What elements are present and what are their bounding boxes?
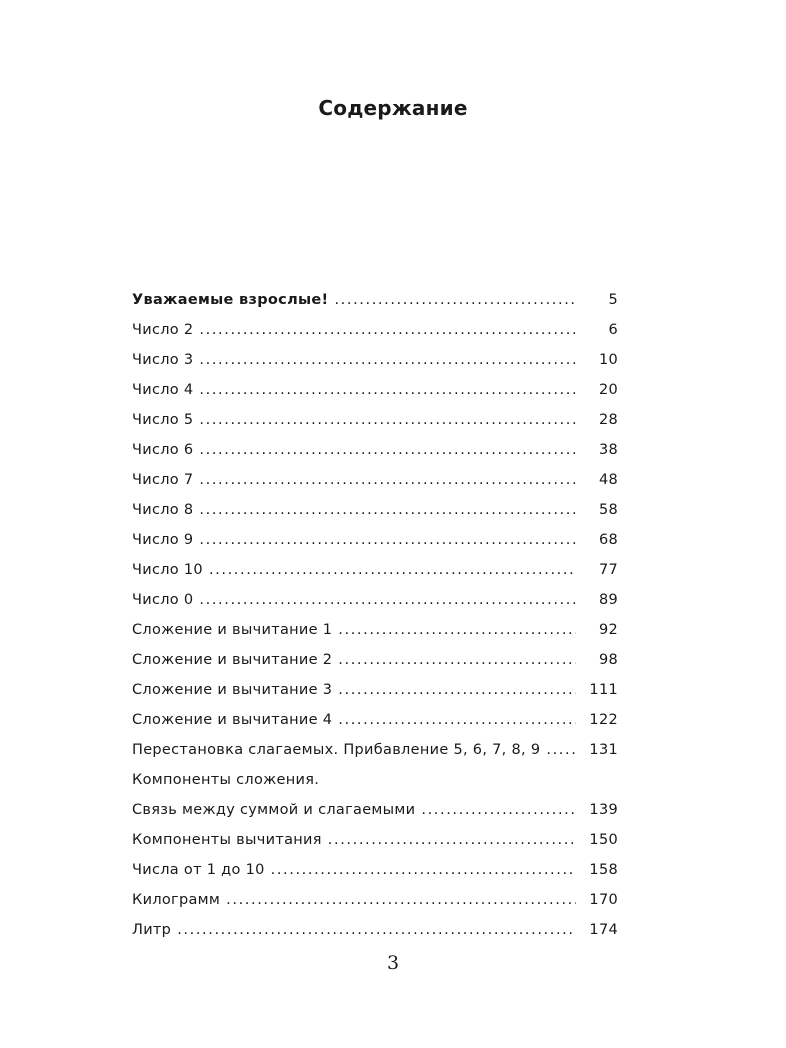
toc-entry-label: Число 6 bbox=[132, 442, 194, 458]
toc-entry-page: 98 bbox=[598, 652, 618, 668]
toc-entry-page: 6 bbox=[608, 322, 618, 338]
toc-leader-dots bbox=[177, 915, 576, 945]
toc-entry-label: Число 4 bbox=[132, 382, 194, 398]
toc-leader-dots bbox=[226, 885, 576, 915]
toc-entry[interactable] bbox=[132, 495, 618, 525]
toc-leader-dots bbox=[338, 705, 576, 735]
toc-entry-page: 131 bbox=[589, 742, 618, 758]
toc-entry-label-line1: Компоненты сложения. bbox=[132, 772, 320, 788]
toc-entry-label: Связь между суммой и слагаемыми bbox=[132, 802, 416, 818]
toc-entry-label: Числа от 1 до 10 bbox=[132, 862, 265, 878]
toc-entry[interactable] bbox=[132, 345, 618, 375]
toc-leader-dots bbox=[199, 525, 576, 555]
toc-entry[interactable] bbox=[132, 405, 618, 435]
toc-entry-label: Число 0 bbox=[132, 592, 194, 608]
toc-entry-page: 111 bbox=[589, 682, 618, 698]
toc-entry[interactable] bbox=[132, 885, 618, 915]
toc-entry-label: Число 5 bbox=[132, 412, 194, 428]
toc-entry-page: 158 bbox=[589, 862, 618, 878]
toc-entry-label: Килограмм bbox=[132, 892, 221, 908]
toc-entry[interactable] bbox=[132, 675, 618, 705]
toc-entry-page: 20 bbox=[598, 382, 618, 398]
toc-entry-page: 77 bbox=[598, 562, 618, 578]
toc-entry-page: 48 bbox=[598, 472, 618, 488]
toc-entry-page: 68 bbox=[598, 532, 618, 548]
toc-entry-label: Сложение и вычитание 1 bbox=[132, 622, 333, 638]
toc-entry-page: 89 bbox=[598, 592, 618, 608]
toc-entry-page: 122 bbox=[589, 712, 618, 728]
toc-leader-dots bbox=[209, 555, 576, 585]
page-title: Содержание bbox=[318, 96, 468, 120]
toc-leader-dots bbox=[338, 645, 576, 675]
toc-leader-dots bbox=[338, 675, 576, 705]
toc-entry-page: 92 bbox=[598, 622, 618, 638]
toc-entry-page: 170 bbox=[589, 892, 618, 908]
toc-leader-dots bbox=[334, 285, 576, 315]
toc-entry-page: 38 bbox=[598, 442, 618, 458]
toc-leader-dots bbox=[338, 615, 576, 645]
toc-entry-label: Число 2 bbox=[132, 322, 194, 338]
toc-entry-label: Сложение и вычитание 4 bbox=[132, 712, 333, 728]
toc-entry[interactable] bbox=[132, 525, 618, 555]
toc-entry-label: Число 3 bbox=[132, 352, 194, 368]
toc-entry[interactable] bbox=[132, 435, 618, 465]
toc-leader-dots bbox=[271, 855, 576, 885]
toc-leader-dots bbox=[199, 375, 576, 405]
toc-entry[interactable] bbox=[132, 645, 618, 675]
toc-leader-dots bbox=[328, 825, 576, 855]
toc-entry-page: 174 bbox=[589, 922, 618, 938]
toc-entry-label: Число 10 bbox=[132, 562, 203, 578]
toc-entry[interactable] bbox=[132, 285, 618, 315]
toc-entry[interactable] bbox=[132, 855, 618, 885]
toc-entry[interactable] bbox=[132, 765, 618, 825]
toc-entry-label: Сложение и вычитание 2 bbox=[132, 652, 333, 668]
toc-entry[interactable] bbox=[132, 375, 618, 405]
toc-entry[interactable] bbox=[132, 315, 618, 345]
toc-entry[interactable] bbox=[132, 735, 618, 765]
toc-entry[interactable] bbox=[132, 825, 618, 855]
toc-entry-label: Число 7 bbox=[132, 472, 194, 488]
page-number: 3 bbox=[386, 952, 400, 974]
table-of-contents bbox=[132, 285, 618, 945]
toc-entry-label: Уважаемые взрослые! bbox=[132, 292, 329, 308]
toc-entry-page: 28 bbox=[598, 412, 618, 428]
toc-leader-dots bbox=[546, 735, 576, 765]
toc-entry[interactable] bbox=[132, 465, 618, 495]
toc-leader-dots bbox=[421, 795, 576, 825]
toc-entry-label: Компоненты вычитания bbox=[132, 832, 322, 848]
toc-leader-dots bbox=[199, 345, 576, 375]
toc-entry-label: Перестановка слагаемых. Прибавление 5, 6, 7, 8, 9 bbox=[132, 742, 541, 758]
toc-leader-dots bbox=[199, 435, 576, 465]
toc-entry-page: 139 bbox=[589, 802, 618, 818]
toc-entry[interactable] bbox=[132, 555, 618, 585]
toc-leader-dots bbox=[199, 465, 576, 495]
toc-entry[interactable] bbox=[132, 615, 618, 645]
toc-entry-label: Число 9 bbox=[132, 532, 194, 548]
toc-leader-dots bbox=[199, 585, 576, 615]
toc-leader-dots bbox=[199, 315, 576, 345]
toc-entry-label: Число 8 bbox=[132, 502, 194, 518]
toc-entry-page: 5 bbox=[608, 292, 618, 308]
toc-entry[interactable] bbox=[132, 915, 618, 945]
toc-entry-page: 10 bbox=[598, 352, 618, 368]
toc-entry-label: Литр bbox=[132, 922, 172, 938]
toc-entry-label: Сложение и вычитание 3 bbox=[132, 682, 333, 698]
toc-entry[interactable] bbox=[132, 705, 618, 735]
toc-leader-dots bbox=[199, 495, 576, 525]
toc-entry-page: 150 bbox=[589, 832, 618, 848]
toc-entry[interactable] bbox=[132, 585, 618, 615]
toc-entry-page: 58 bbox=[598, 502, 618, 518]
toc-leader-dots bbox=[199, 405, 576, 435]
